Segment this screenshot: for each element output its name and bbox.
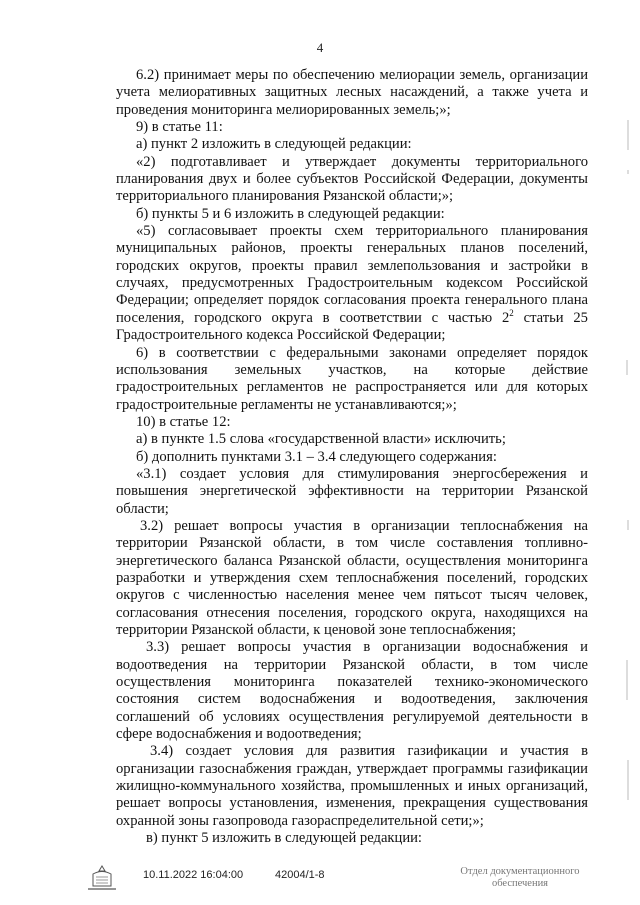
point-5-text: «5) согласовывает проекты схем территориального планирования муниципальных районов, проекты генеральных планов поселений, городских округов, проекты правил землепользования и застройки в случаях, предусмотренных Градостроительным кодексом Российской Федерации; определяет порядок согласования проекта генерального плана поселения, городского округа в соответствии с частью 2 [116,223,588,326]
paragraph-article-11: 9) в статье 11: [136,119,223,136]
paragraph-item-a-1-5: а) в пункте 1.5 слова «государственной власти» исключить; [136,431,506,448]
scan-edge-marks [624,100,632,820]
paragraph-point-6: 6) в соответствии с федеральными законами определяет порядок использования земельных участков, на которые действие градостроительных регламентов не распространяется или для которых градостроительные регламенты не устанавливаются;»; [116,344,588,413]
part-superscript: 2 [509,307,514,318]
stamp-line-1: Отдел документационного [460,866,580,877]
paragraph-item-b: б) пункты 5 и 6 изложить в следующей редакции: [136,205,445,222]
paragraph-point-2: «2) подготавливает и утверждает документы территориального планирования двух и более субъектов Российской Федерации, документы территориального планирования Рязанской области;»; [116,153,588,205]
department-stamp [440,866,600,890]
coat-of-arms-logo-icon [85,864,119,892]
paragraph-item-b-add: б) дополнить пунктами 3.1 – 3.4 следующего содержания: [136,448,497,465]
paragraph-item-v: в) пункт 5 изложить в следующей редакции: [146,830,422,847]
paragraph-point-5 [116,223,588,344]
paragraph-item-a: а) пункт 2 изложить в следующей редакции: [136,136,412,153]
page-number: 4 [316,40,324,55]
document-body [116,67,588,847]
paragraph-3-4: 3.4) создает условия для развития газификации и участия в организации газоснабжения граждан, утверждает программы газификации жилищно-коммунального хозяйства, промышленных и иных организаций, решает вопросы установления, изменения, прекращения существования охранной зоны газопровода газораспределительной сети;»; [116,743,588,829]
footer-doc-code: 42004/1-8 [275,869,325,881]
paragraph-6-2: 6.2) принимает меры по обеспечению мелиорации земель, организации учета мелиоративных защитных лесных насаждений, а также учета и проведения мониторинга мелиорированных земель;»; [116,67,588,118]
paragraph-3-2: 3.2) решает вопросы участия в организации теплоснабжения на территории Рязанской области, в том числе составления топливно-энергетического баланса Рязанской области, осуществления мониторинга разработки и утверждения схем теплоснабжения поселений, городских округов с численностью населения менее чем пятьсот тысяч человек, согласования отнесения поселения, городского округа, находящихся на территории Рязанской области, к ценовой зоне теплоснабжения; [116,517,588,638]
point-5-text-end: статьи 25 Градостроительного кодекса Российской Федерации; [116,309,588,344]
paragraph-article-12: 10) в статье 12: [136,413,231,430]
paragraph-3-1: «3.1) создает условия для стимулирования энергосбережения и повышения энергетической эффективности на территории Рязанской области; [116,465,588,517]
paragraph-3-3: 3.3) решает вопросы участия в организации водоснабжения и водоотведения на территории Рязанской области, в том числе осуществления мониторинга показателей технико-экономического состояния систем водоснабжения и водоотведения, заключения соглашений об условиях осуществления регулируемой деятельности в сфере водоснабжения и водоотведения; [116,639,588,743]
stamp-line-2: обеспечения [491,878,549,889]
footer-timestamp: 10.11.2022 16:04:00 [143,869,244,881]
